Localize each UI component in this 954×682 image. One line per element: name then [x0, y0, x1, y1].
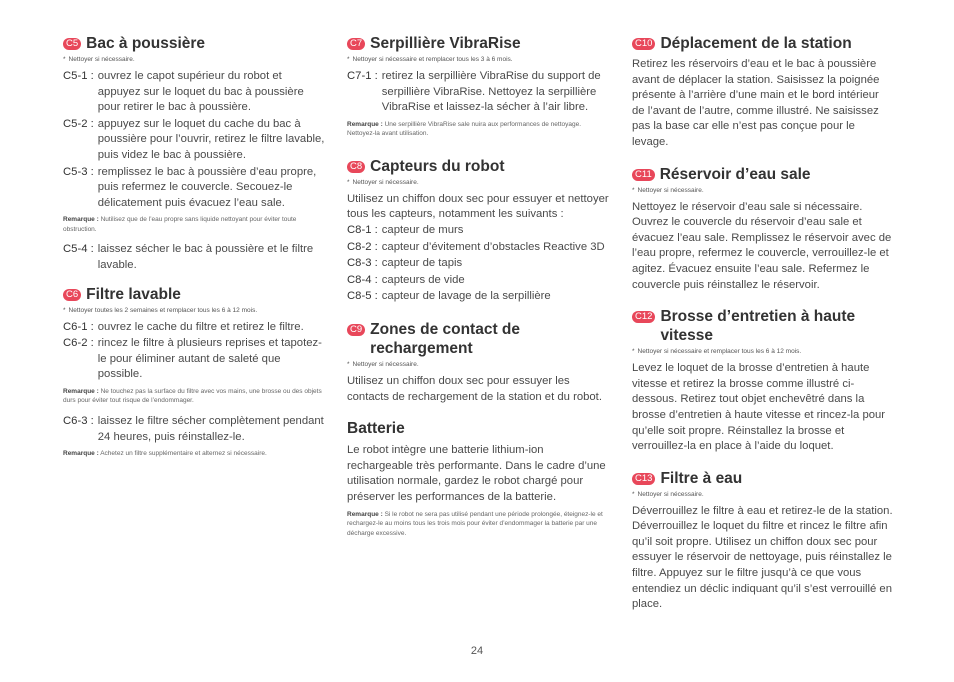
- section-c10-heading: [632, 34, 894, 53]
- section-title: Serpillière VibraRise: [370, 35, 521, 52]
- step-item: [63, 69, 325, 116]
- section-text: Nettoyez le réservoir d’eau sale si nécessaire. Ouvrez le couvercle du réservoir d’eau sale et évacuez l’eau sale. Remplissez le réservoir avec de l’eau propre, refermez le couvercle, verrouillez-le et agitez. Évacuez ensuite l’eau sale. Refermez le couvercle puis réinstallez le réservoir.: [632, 200, 892, 291]
- remark-label: Remarque :: [63, 387, 99, 395]
- step-text: laissez le filtre sécher complètement pendant 24 heures, puis réinstallez-le.: [97, 414, 324, 443]
- step-item: [63, 165, 325, 212]
- step-text: capteur de murs: [381, 223, 464, 236]
- step-label: C8-4 :: [347, 273, 378, 286]
- section-badge: C13: [632, 473, 655, 485]
- maintenance-note: [63, 306, 325, 315]
- step-item: [63, 117, 325, 164]
- asterisk-icon: *: [63, 56, 66, 63]
- asterisk-icon: *: [632, 348, 635, 356]
- note-text: Nettoyer si nécessaire et remplacer tous les 3 à 6 mois.: [352, 56, 513, 63]
- step-label: C6-1 :: [63, 320, 94, 333]
- remark-label: Remarque :: [63, 450, 99, 458]
- maintenance-note: [347, 178, 609, 187]
- note-text: Nettoyer si nécessaire.: [68, 56, 135, 63]
- section-badge: C10: [632, 38, 655, 50]
- c8-steps: [347, 223, 609, 305]
- spacer: [347, 306, 609, 320]
- step-label: C6-2 :: [63, 337, 94, 350]
- step-item: [63, 242, 325, 273]
- remark: [347, 120, 609, 139]
- note-text: Nettoyer si nécessaire.: [352, 360, 419, 368]
- remark-text: Achetez un filtre supplémentaire et alternez si nécessaire.: [100, 450, 267, 458]
- note-text: Nettoyer si nécessaire.: [637, 490, 704, 498]
- step-label: C8-1 :: [347, 223, 378, 236]
- remark: [63, 387, 325, 406]
- step-item: [347, 223, 609, 239]
- intro-text: Utilisez un chiffon doux sec pour essuyer et nettoyer tous les capteurs, notamment les suivants :: [347, 192, 609, 221]
- section-badge: C9: [347, 324, 365, 336]
- spacer: [632, 455, 894, 469]
- step-item: [347, 69, 609, 116]
- section-text: Utilisez un chiffon doux sec pour essuyer les contacts de rechargement de la station et du robot.: [347, 374, 602, 403]
- section-title: Batterie: [347, 420, 405, 438]
- column-2: [347, 34, 609, 546]
- asterisk-icon: *: [347, 178, 350, 186]
- section-badge: C5: [63, 38, 81, 50]
- spacer: [347, 147, 609, 157]
- section-title: Brosse d’entretien à haute vitesse: [660, 308, 856, 345]
- step-item: [63, 414, 325, 445]
- note-text: Nettoyer si nécessaire.: [352, 178, 419, 186]
- step-label: C6-3 :: [63, 414, 94, 427]
- maintenance-note: [347, 360, 609, 369]
- page-number: 24: [470, 645, 484, 657]
- section-title: Capteurs du robot: [370, 157, 505, 175]
- step-text: capteurs de vide: [381, 273, 465, 286]
- step-label: C5-4 :: [63, 243, 94, 256]
- step-label: C8-2 :: [347, 240, 378, 253]
- c5-steps: [63, 69, 325, 211]
- step-label: C8-3 :: [347, 257, 378, 270]
- asterisk-icon: *: [347, 56, 350, 63]
- step-label: C5-3 :: [63, 165, 94, 178]
- c6-steps: [63, 320, 325, 383]
- spacer: [347, 405, 609, 419]
- spacer: [632, 151, 894, 165]
- step-text: rincez le filtre à plusieurs reprises et tapotez-le pour éliminer autant de saleté que possible.: [97, 337, 322, 381]
- step-text: ouvrez le cache du filtre et retirez le filtre.: [97, 320, 304, 333]
- step-text: capteur d’évitement d’obstacles Reactive 3D: [381, 240, 605, 253]
- section-title: Bac à poussière: [86, 35, 206, 52]
- section-text: Déverrouillez le filtre à eau et retirez-le de la station. Déverrouillez le loquet du filtre et rincez le filtre afin qu’il soit propre. Utilisez un chiffon doux sec pour essuyer le réservoir de nettoyage, puis réinstallez le filtre. Appuyez sur le filtre jusqu’à ce que vous entendiez un déclic indiquant qu’il s’est verrouillé en place.: [632, 504, 893, 611]
- section-title: Filtre à eau: [660, 469, 743, 487]
- step-item: [347, 256, 609, 272]
- step-text: capteur de lavage de la serpillière: [381, 290, 551, 303]
- maintenance-note: [63, 55, 325, 64]
- section-badge: C6: [63, 289, 81, 301]
- note-text: Nettoyer si nécessaire et remplacer tous les 6 à 12 mois.: [637, 348, 802, 356]
- section-c12-heading: [632, 307, 894, 345]
- section-c8-heading: [347, 157, 609, 176]
- section-badge: C7: [347, 38, 365, 50]
- section-title: Zones de contact de rechargement: [370, 320, 521, 357]
- remark-label: Remarque :: [347, 120, 383, 128]
- step-label: C7-1 :: [347, 70, 378, 82]
- step-text: remplissez le bac à poussière d’eau propre, puis refermez le couvercle. Secouez-le délicatement puis évacuez l’eau sale.: [97, 165, 317, 209]
- section-badge: C8: [347, 161, 365, 173]
- remark-text: Si le robot ne sera pas utilisé pendant une période prolongée, éteignez-le et rechargez-le au moins tous les trois mois pour éviter d’endommager la batterie par une décharge excessive.: [347, 510, 603, 537]
- spacer: [63, 275, 325, 285]
- section-text: Le robot intègre une batterie lithium-ion rechargeable très performante. Dans le cadre d’une utilisation normale, gardez le robot chargé pour préserver les performances de la batterie.: [347, 444, 606, 503]
- section-c7-heading: [347, 34, 609, 53]
- note-text: Nettoyer si nécessaire.: [637, 186, 704, 194]
- step-label: C5-1 :: [63, 70, 94, 82]
- section-text: Retirez les réservoirs d’eau et le bac à poussière avant de déplacer la station. Saisissez la poignée présente à l’arrière d’une main et le bord intérieur de l’avant de l’autre, comme illustré. Ne saisissez pas la base car elle n’est pas conçue pour le levage.: [632, 58, 880, 148]
- section-badge: C12: [632, 311, 655, 323]
- spacer: [632, 293, 894, 307]
- column-3: [632, 34, 894, 613]
- note-text: Nettoyer toutes les 2 semaines et remplacer tous les 6 à 12 mois.: [68, 306, 258, 314]
- section-c13-heading: [632, 469, 894, 488]
- asterisk-icon: *: [63, 306, 66, 314]
- step-item: [347, 273, 609, 289]
- step-item: [63, 320, 325, 336]
- section-title: Déplacement de la station: [660, 35, 852, 52]
- section-title: Filtre lavable: [86, 285, 181, 303]
- step-label: C8-5 :: [347, 290, 378, 303]
- maintenance-note: [347, 55, 609, 64]
- remark: [63, 215, 325, 234]
- step-text: laissez sécher le bac à poussière et le filtre lavable.: [97, 243, 314, 271]
- step-text: retirez la serpillière VibraRise du support de serpillière VibraRise. Nettoyez la serpillière VibraRise et laissez-la sécher à l’air libre.: [381, 70, 601, 114]
- asterisk-icon: *: [632, 490, 635, 498]
- remark-label: Remarque :: [347, 510, 383, 518]
- remark-text: Une serpillière VibraRise sale nuira aux performances de nettoyage. Nettoyez-la avant utilisation.: [347, 120, 582, 138]
- step-item: [347, 240, 609, 256]
- section-text: Levez le loquet de la brosse d’entretien à haute vitesse et retirez la brosse comme illustré ci-dessous. Retirez tout objet enchevêtré dans la brosse d’entretien à haute vitesse et rincez-la pour qu’elle soit propre. Réinstallez la brosse et verrouillez-la en place à l’aide du loquet.: [632, 362, 886, 453]
- step-text: appuyez sur le loquet du cache du bac à poussière pour l’ouvrir, retirez le filtre lavable, puis videz le bac à poussière.: [97, 117, 325, 161]
- step-label: C5-2 :: [63, 117, 94, 130]
- step-text: ouvrez le capot supérieur du robot et appuyez sur le loquet du bac à poussière pour retirer le bac à poussière.: [97, 70, 304, 114]
- section-title: Réservoir d’eau sale: [659, 165, 811, 183]
- column-1: [63, 34, 325, 467]
- step-item: [63, 336, 325, 383]
- section-badge: C11: [632, 169, 655, 181]
- section-c9-heading: [347, 320, 609, 358]
- remark-text: Ne touchez pas la surface du filtre avec vos mains, une brosse ou des objets durs pour éviter tout risque de l’endommager.: [63, 387, 322, 405]
- section-c6-heading: [63, 285, 325, 304]
- section-c5-heading: [63, 34, 325, 53]
- maintenance-note: [632, 186, 894, 195]
- remark: [63, 449, 325, 459]
- step-text: capteur de tapis: [381, 257, 463, 270]
- remark-label: Remarque :: [63, 216, 99, 224]
- section-c11-heading: [632, 165, 894, 184]
- asterisk-icon: *: [632, 186, 635, 194]
- remark-text: Nutilisez que de l’eau propre sans liquide nettoyant pour éviter toute obstruction.: [63, 216, 297, 233]
- section-battery-heading: [347, 419, 609, 438]
- step-item: [347, 289, 609, 305]
- remark: [347, 510, 609, 539]
- maintenance-note: [632, 490, 894, 499]
- asterisk-icon: *: [347, 360, 350, 368]
- maintenance-note: [632, 347, 894, 356]
